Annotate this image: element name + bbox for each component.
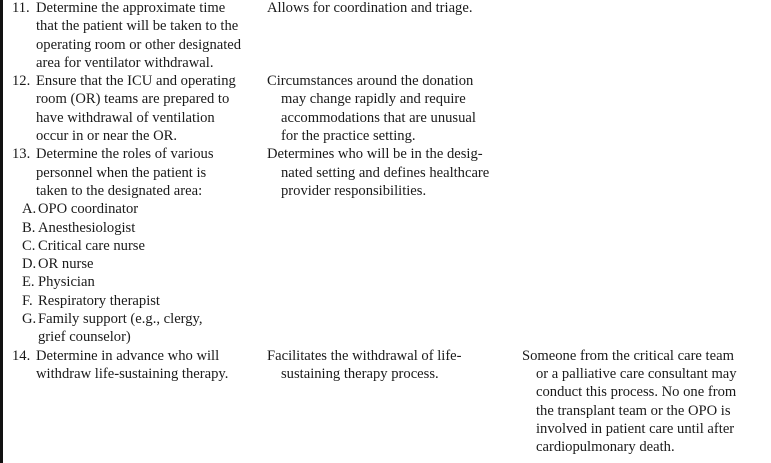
action-text: Determine the roles of various	[36, 146, 214, 163]
action-text: Determine in advance who will	[36, 347, 220, 364]
action-cell	[0, 72, 267, 145]
rationale-line: Allows for coordination and triage.	[267, 0, 473, 16]
action-line	[12, 0, 267, 17]
subitem-letter: D.	[22, 256, 37, 273]
table-row	[0, 0, 762, 72]
action-text: area for ventilator withdrawal.	[36, 54, 214, 71]
action-line	[12, 347, 267, 365]
subitem-letter: F.	[22, 292, 33, 309]
table-row	[0, 145, 762, 346]
action-line	[12, 72, 267, 90]
comments-line: cardiopulmonary death.	[536, 439, 675, 456]
subitem-text: Respiratory therapist	[38, 292, 160, 309]
subitem-line	[12, 292, 267, 310]
action-line	[12, 365, 267, 383]
comments-cell	[522, 72, 762, 145]
rationale-line: Circumstances around the donation	[267, 73, 474, 90]
action-line	[12, 145, 267, 163]
subitem-text: Physician	[38, 274, 95, 291]
action-text: taken to the designated area:	[36, 182, 203, 199]
comments-cell	[522, 145, 762, 346]
action-text: occur in or near the OR.	[36, 128, 178, 145]
action-text: withdraw life-sustaining therapy.	[36, 365, 229, 382]
subitem-text: Critical care nurse	[38, 237, 145, 254]
subitem-line	[12, 219, 267, 237]
rationale-line: nated setting and defines healthcare	[281, 164, 490, 181]
action-line	[12, 127, 267, 145]
comments-line: Someone from the critical care team	[522, 347, 734, 364]
comments-cell	[522, 0, 762, 72]
step-number: 12.	[12, 73, 31, 90]
subitem-line	[12, 273, 267, 291]
subitem-line	[12, 255, 267, 273]
rationale-cell	[267, 0, 522, 72]
action-text: have withdrawal of ventilation	[36, 109, 215, 126]
subitem-letter: E.	[22, 274, 35, 291]
rationale-line: Facilitates the withdrawal of life-	[267, 347, 462, 364]
subitem-line	[12, 310, 267, 328]
subitem-text: Family support (e.g., clergy,	[38, 311, 203, 328]
table-row	[0, 347, 762, 457]
action-cell	[0, 347, 267, 457]
rationale-line: sustaining therapy process.	[281, 365, 439, 382]
action-line	[12, 90, 267, 108]
action-line	[12, 182, 267, 200]
subitem-text: Anesthesiologist	[38, 219, 136, 236]
subitem-line	[12, 328, 267, 346]
action-text: Ensure that the ICU and operating	[36, 73, 236, 90]
subitem-text: OPO coordinator	[38, 201, 139, 218]
rationale-line: may change rapidly and require	[281, 91, 466, 108]
subitem-letter: C.	[22, 237, 36, 254]
step-number: 14.	[12, 347, 31, 364]
table-row	[0, 72, 762, 145]
action-line	[12, 109, 267, 127]
action-text: personnel when the patient is	[36, 164, 207, 181]
action-text: operating room or other designated	[36, 36, 242, 53]
subitem-letter: A.	[22, 201, 37, 218]
subitem-letter: G.	[22, 311, 37, 328]
subitem-text: OR nurse	[38, 256, 94, 273]
rationale-line: Determines who will be in the desig-	[267, 146, 483, 163]
step-number: 13.	[12, 146, 31, 163]
subitem-line	[12, 200, 267, 218]
subitem-line	[12, 237, 267, 255]
action-line	[12, 54, 267, 72]
action-line	[12, 164, 267, 182]
subitem-text: grief counselor)	[38, 329, 131, 346]
rationale-cell	[267, 72, 522, 145]
action-text: Determine the approximate time	[36, 0, 226, 16]
action-line	[12, 17, 267, 35]
action-text: that the patient will be taken to the	[36, 18, 239, 35]
rationale-line: for the practice setting.	[281, 128, 416, 145]
step-number: 11.	[12, 0, 30, 16]
rationale-line: provider responsibilities.	[281, 182, 427, 199]
comments-line: involved in patient care until after	[536, 420, 735, 437]
comments-line: or a palliative care consultant may	[536, 365, 737, 382]
action-cell	[0, 0, 267, 72]
comments-cell	[522, 347, 762, 457]
action-line	[12, 36, 267, 54]
action-text: room (OR) teams are prepared to	[36, 91, 230, 108]
subitem-letter: B.	[22, 219, 36, 236]
action-cell	[0, 145, 267, 346]
comments-line: the transplant team or the OPO is	[536, 402, 731, 419]
rationale-line: accommodations that are unusual	[281, 109, 476, 126]
rationale-cell	[267, 347, 522, 457]
rationale-cell	[267, 145, 522, 346]
comments-line: conduct this process. No one from	[536, 384, 737, 401]
